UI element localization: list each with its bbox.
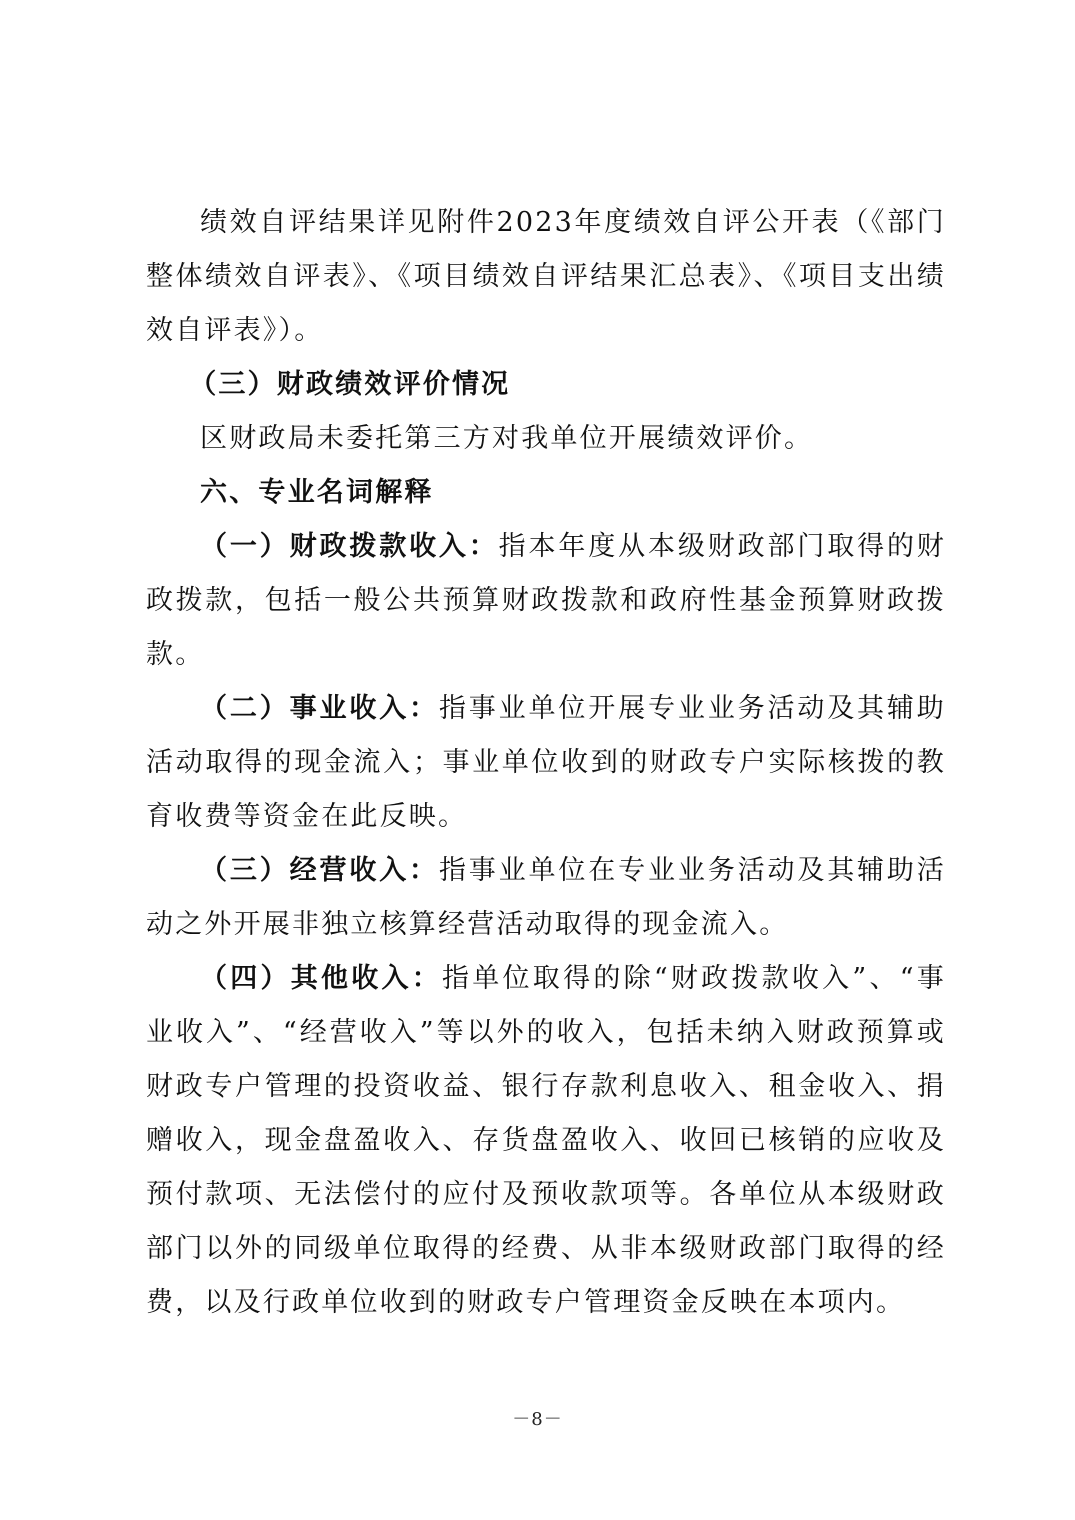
term-label: （三）经营收入：: [200, 855, 439, 886]
term-label: （四）其他收入：: [200, 963, 443, 994]
term-fiscal-appropriation-income: [146, 520, 946, 682]
term-label: （一）财政拨款收入：: [200, 531, 499, 562]
section-heading-terms-explanation: 六、专业名词解释: [200, 477, 434, 508]
document-body: [146, 196, 946, 1330]
term-label: （二）事业收入：: [200, 693, 439, 724]
term-definition: 指事业单位在专业业务活动及其辅助活动之外开展非独立核算经营活动取得的现金流入。: [146, 855, 946, 940]
performance-self-evaluation-paragraph: 绩效自评结果详见附件2023年度绩效自评公开表（《部门整体绩效自评表》、《项目绩效自评结果汇总表》、《项目支出绩效自评表》）。: [146, 207, 946, 346]
term-operating-income: [146, 844, 946, 952]
term-business-income: [146, 682, 946, 844]
term-definition: 指本年度从本级财政部门取得的财政拨款，包括一般公共预算财政拨款和政府性基金预算财政拨款。: [146, 531, 947, 670]
section-heading-fiscal-performance-evaluation: （三）财政绩效评价情况: [189, 369, 511, 400]
term-definition: 指事业单位开展专业业务活动及其辅助活动取得的现金流入；事业单位收到的财政专户实际核拨的教育收费等资金在此反映。: [146, 693, 946, 832]
page-number: －8－: [512, 1409, 563, 1430]
term-definition: 指单位取得的除“财政拨款收入”、“事业收入”、“经营收入”等以外的收入，包括未纳入财政预算或财政专户管理的投资收益、银行存款利息收入、租金收入、捐赠收入，现金盘盈收入、存货盘盈收入、收回已核销的应收及预付款项、无法偿付的应付及预收款项等。各单位从本级财政部门以外的同级单位取得的经费、从非本级财政部门取得的经费，以及行政单位收到的财政专户管理资金反映在本项内。: [146, 963, 946, 1318]
fiscal-evaluation-paragraph: 区财政局未委托第三方对我单位开展绩效评价。: [200, 423, 814, 454]
term-other-income: [146, 952, 946, 1330]
